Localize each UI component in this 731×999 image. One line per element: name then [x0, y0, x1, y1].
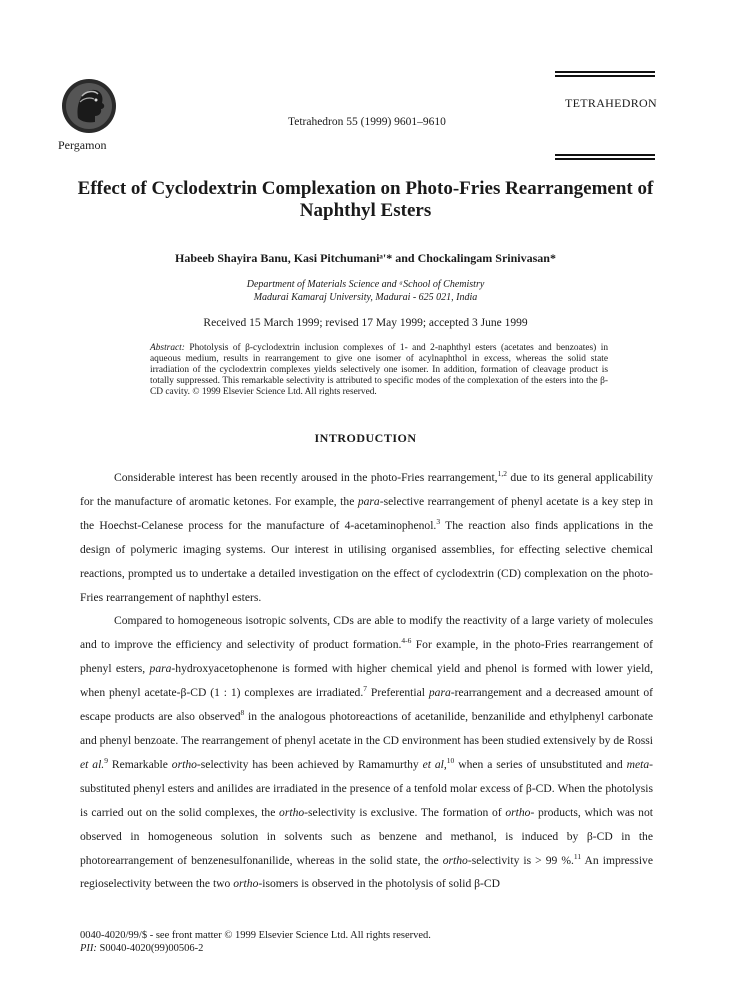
copyright-line: 0040-4020/99/$ - see front matter © 1999 Elsevier Science Ltd. All rights reserved. — [80, 930, 431, 941]
reference-mark: 8 — [240, 708, 245, 718]
affiliation — [60, 278, 671, 304]
reference-mark: 1,2 — [497, 469, 507, 479]
journal-name: TETRAHEDRON — [565, 96, 657, 110]
abstract — [150, 343, 608, 398]
pii-line — [80, 942, 431, 955]
header-rule — [555, 154, 655, 156]
pergamon-logo-icon — [60, 76, 118, 136]
author-list: Habeeb Shayira Banu, Kasi Pitchumaniᵃ'* and Chockalingam Srinivasan* — [175, 251, 556, 265]
header-rule — [555, 75, 655, 77]
received-dates: Received 15 March 1999; revised 17 May 1999; accepted 3 June 1999 — [203, 317, 528, 329]
abstract-label: Abstract: — [150, 343, 185, 353]
pii-label: PII: — [80, 943, 97, 954]
affiliation-line: Madurai Kamaraj University, Madurai - 625 021, India — [253, 292, 478, 303]
paragraph: Considerable interest has been recently aroused in the photo-Fries rearrangement,$^{1,2}$ due to its general applicability for the manufacture of aromatic ketones. For example, the para-selective rearrangement of phenyl acetate is a key step in the Hoechst-Celanese process for the manufacture of 4-acetaminophenol.$^3$ The reaction also finds applications in the design of polymeric imaging systems. Our interest in utilising organised assemblies, for effecting selective chemical reactions, prompted us to undertake a detailed investigation on the effect of cyclodextrin (CD) complexation on the photo-Fries rearrangement of naphthyl esters. — [80, 469, 653, 604]
abstract-text: Photolysis of β-cyclodextrin inclusion complexes of 1- and 2-naphthyl esters (acetates and benzoates) in aqueous medium, results in rearrangement to give one isomer of acylnaphthol in excess, whereas the solid state irradiation of the cyclodextrin complexes yields selectively one isomer. In addition, formation of cleavage product is totally suppressed. This remarkable selectivity is attributed to specific modes of the complexation of the esters into the β-CD cavity. © 1999 Elsevier Science Ltd. All rights reserved. — [150, 343, 609, 398]
journal-citation: Tetrahedron 55 (1999) 9601–9610 — [288, 116, 446, 128]
affiliation-line: Department of Materials Science and ᵃSchool of Chemistry — [246, 279, 485, 290]
section-heading: INTRODUCTION — [314, 431, 417, 445]
reference-mark: 7 — [363, 684, 367, 694]
header-rule — [555, 158, 655, 160]
publisher-name: Pergamon — [58, 138, 107, 152]
reference-mark: 11 — [573, 851, 582, 861]
body-text — [80, 466, 653, 896]
footer — [80, 929, 431, 955]
reference-mark: 9 — [104, 756, 108, 766]
paragraph: Compared to homogeneous isotropic solvents, CDs are able to modify the reactivity of a large variety of molecules and to improve the efficiency and selectivity of product formation.$^{4-6}$ For example, in the photo-Fries rearrangement of phenyl esters, para-hydroxyacetophenone is formed with higher chemical yield and phenol is formed with lower yield, when phenyl acetate-β-CD (1 : 1) complexes are irradiated.$^7$ Preferential para-rearrangement and a decreased amount of escape products are also observed$^8$ in the analogous photoreactions of acetanilide, benzanilide and ethylphenyl carbonate and phenyl benzoate. The rearrangement of phenyl acetate in the CD environment has been studied extensively by de Rossi et al.$^9$ Remarkable ortho-selectivity has been achieved by Ramamurthy et al,$^{10}$ when a series of unsubstituted and meta-substituted phenyl esters and anilides are irradiated in the presence of a tenfold molar excess of β-CD. When the photolysis is carried out on the solid complexes, the ortho-selectivity is exclusive. The formation of ortho- products, which was not observed in homogeneous solution in solvents such as benzene and methanol, is induced by β-CD in the photorearrangement of benzenesulfonanilide, whereas in the solid state, the ortho-selectivity is > 99 %.$^{11}$ An impressive regioselectivity between the two ortho-isomers is observed in the photolysis of solid β-CD — [80, 614, 654, 891]
header-rule — [555, 71, 655, 73]
reference-mark: 4-6 — [401, 636, 412, 646]
article-title: Effect of Cyclodextrin Complexation on Photo-Fries Rearrangement of Naphthyl Esters — [77, 178, 654, 221]
reference-mark: 3 — [436, 516, 441, 526]
pii-value: S0040-4020(99)00506-2 — [99, 943, 204, 954]
reference-mark: 10 — [446, 756, 455, 766]
